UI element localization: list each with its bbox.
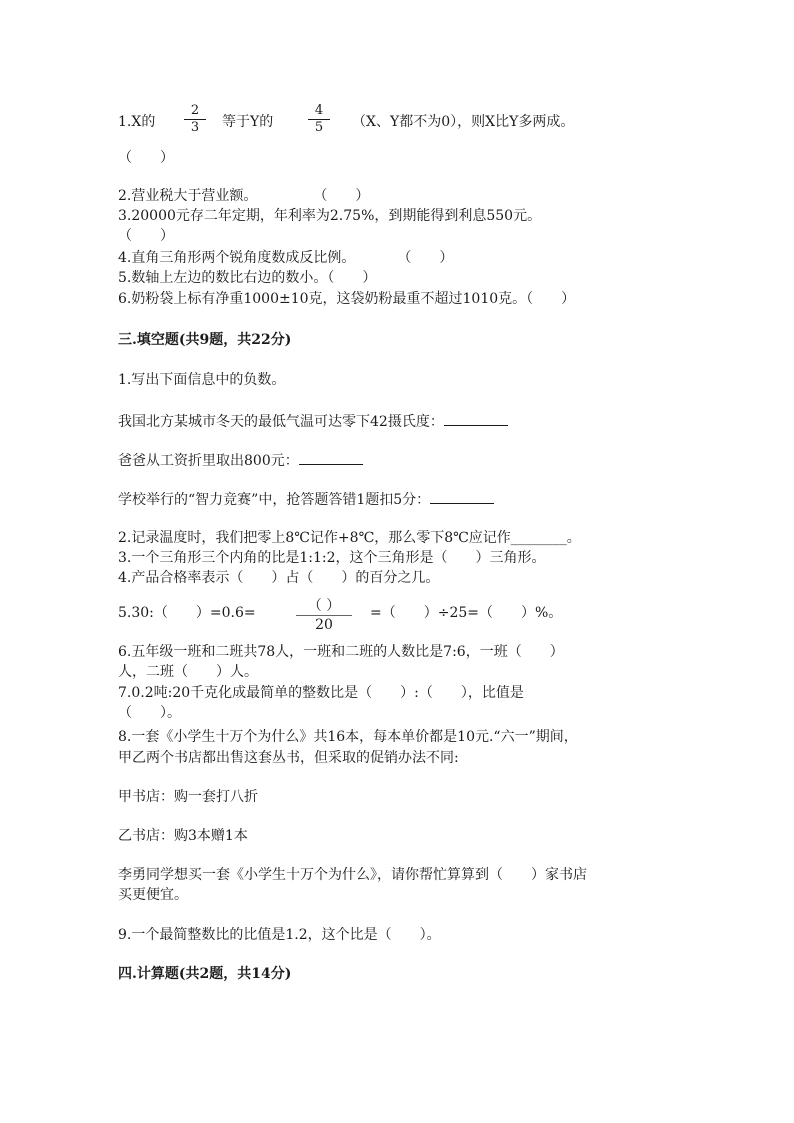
section-3-title: 三.填空题(共9题，共22分) xyxy=(118,332,292,348)
q-fill-1: 1.写出下面信息中的负数。 xyxy=(118,372,286,388)
q-fill-5-prefix: 5.30:（ ）=0.6= xyxy=(118,605,256,621)
q-fill-8e: 李勇同学想买一套《小学生十万个为什么》，请你帮忙算算到（ ）家书店 xyxy=(118,867,587,883)
q-judge-5: 5.数轴上左边的数比右边的数小。（ ） xyxy=(118,270,377,286)
q-fill-7a: 7.0.2吨:20千克化成最简单的整数比是（ ）:（ ），比值是 xyxy=(118,685,524,701)
q-fill-8c: 甲书店：购一套打八折 xyxy=(118,789,258,805)
answer-blank[interactable] xyxy=(430,489,494,504)
q-fill-1a xyxy=(118,411,508,432)
q-fill-6b: 人，二班（ ）人。 xyxy=(118,664,258,680)
q-fill-4: 4.产品合格率表示（ ）占（ ）的百分之几。 xyxy=(118,570,440,586)
q-judge-1-mid: 等于Y的 xyxy=(222,114,274,130)
q-judge-2: 2.营业税大于营业额。 （ ） xyxy=(118,188,370,204)
q-judge-4: 4.直角三角形两个锐角度数成反比例。 （ ） xyxy=(118,250,454,266)
fraction-denominator: 20 xyxy=(315,617,333,633)
q-judge-1-suffix: （X、Y都不为0），则X比Y多两成。 xyxy=(352,114,575,130)
fraction-2-3 xyxy=(184,103,206,136)
fraction-denominator: 5 xyxy=(314,120,324,135)
fraction-4-5 xyxy=(308,103,330,136)
fraction-blank-20 xyxy=(296,597,352,634)
q-judge-6: 6.奶粉袋上标有净重1000±10克，这袋奶粉最重不超过1010克。（ ） xyxy=(118,291,576,307)
fraction-numerator: （ ） xyxy=(296,597,352,616)
q-judge-3-answer: （ ） xyxy=(118,228,174,244)
q-fill-1b xyxy=(118,450,363,471)
q-fill-8d: 乙书店：购3本赠1本 xyxy=(118,828,248,844)
q-fill-9: 9.一个最简整数比的比值是1.2，这个比是（ ）。 xyxy=(118,927,441,943)
q-fill-1c xyxy=(118,489,494,510)
q-fill-8b: 甲乙两个书店都出售这套丛书，但采取的促销办法不同: xyxy=(118,750,459,766)
q-fill-1c-text: 学校举行的“智力竞赛”中，抢答题答错1题扣5分： xyxy=(118,492,431,508)
q-fill-8a: 8.一套《小学生十万个为什么》共16本，每本单价都是10元.“六一”期间， xyxy=(118,729,578,745)
q-fill-5-suffix: =（ ）÷25=（ ）%。 xyxy=(370,605,563,621)
q-judge-1-prefix: 1.X的 xyxy=(118,114,156,130)
q-judge-1-answer: （ ） xyxy=(118,150,174,166)
answer-blank[interactable] xyxy=(444,411,508,426)
fraction-numerator: 2 xyxy=(184,103,206,120)
q-fill-6a: 6.五年级一班和二班共78人，一班和二班的人数比是7:6，一班（ ） xyxy=(118,644,564,660)
q-fill-1b-text: 爸爸从工资折里取出800元： xyxy=(118,453,299,469)
q-fill-8f: 买更便宜。 xyxy=(118,887,188,903)
section-4-title: 四.计算题(共2题，共14分) xyxy=(118,966,292,982)
fraction-numerator: 4 xyxy=(308,103,330,120)
q-fill-7b: （ ）。 xyxy=(118,705,181,721)
q-fill-3: 3.一个三角形三个内角的比是1:1:2，这个三角形是（ ）三角形。 xyxy=(118,550,546,566)
q-fill-1a-text: 我国北方某城市冬天的最低气温可达零下42摄氏度： xyxy=(118,414,444,430)
fraction-denominator: 3 xyxy=(190,120,200,135)
q-judge-3: 3.20000元存二年定期，年利率为2.75%，到期能得到利息550元。 xyxy=(118,208,542,224)
answer-blank[interactable] xyxy=(299,450,363,465)
q-fill-2: 2.记录温度时，我们把零上8℃记作+8℃，那么零下8℃应记作________。 xyxy=(118,530,581,546)
